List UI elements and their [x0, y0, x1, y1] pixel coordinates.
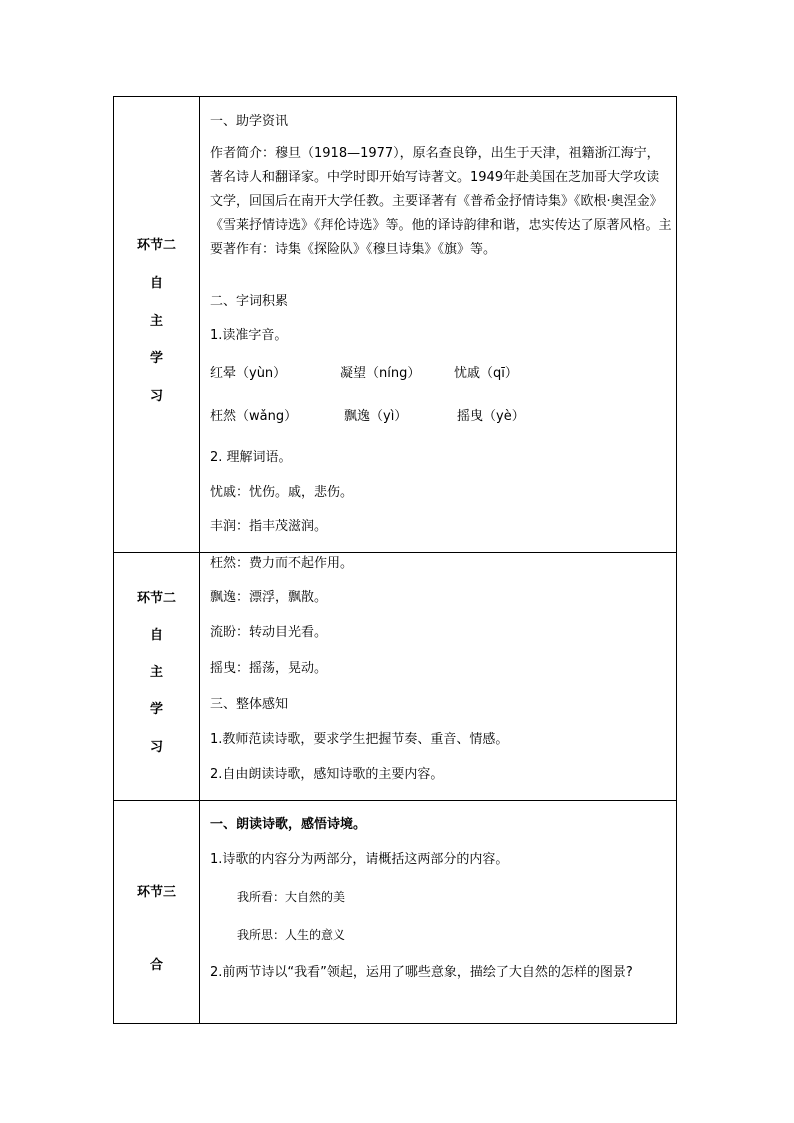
vocabulary-item: 2. 理解词语。 [210, 450, 292, 465]
section2-label-line: 自 [149, 628, 163, 643]
section1-label-line: 自 [149, 276, 163, 291]
word-definition: 飘逸：漂浮，飘散。 [210, 590, 328, 605]
answer-line: 我所思：人生的意义 [237, 928, 346, 942]
lesson-plan-table [113, 96, 677, 1024]
section1-label-line: 环节二 [136, 238, 176, 253]
pinyin-entry: 飘逸（yì） [344, 409, 408, 424]
section1-label-line: 主 [149, 314, 163, 329]
section2-heading: 三、整体感知 [210, 697, 289, 712]
section1-label-line: 学 [149, 351, 163, 366]
section2-label-line: 学 [149, 702, 163, 717]
section2-label-line: 主 [149, 665, 163, 680]
activity-item: 2.自由朗读诗歌，感知诗歌的主要内容。 [210, 767, 444, 782]
section1-heading-1: 一、助学资讯 [210, 114, 289, 129]
pinyin-entry: 凝望（níng） [340, 366, 421, 381]
pronunciation-item: 1.读准字音。 [210, 328, 288, 343]
section3-label-line: 合 [149, 958, 163, 973]
pinyin-entry: 摇曳（yè） [457, 409, 525, 424]
author-bio: 作者简介：穆旦（1918—1977），原名查良铮，出生于天津，祖籍浙江海宁，著名诗人和翻译家。中学时即开始写诗著文。1949年赴美国在芝加哥大学攻读文学，回国后在南开大学任教。主要译著有《普希金抒情诗集》《欧根·奥涅金》《雪莱抒情诗选》《拜伦诗选》等。他的译诗韵律和谐，忠实传达了原著风格。主要著作有：诗集《探险队》《穆旦诗集》《旗》等。 [210, 146, 672, 257]
column-divider [199, 97, 200, 1023]
activity-item: 1.教师范读诗歌，要求学生把握节奏、重音、情感。 [210, 732, 509, 747]
word-definition: 忧戚：忧伤。戚，悲伤。 [210, 485, 354, 500]
word-definition: 枉然：费力而不起作用。 [210, 556, 354, 571]
pinyin-entry: 红晕（yùn） [210, 366, 287, 381]
pinyin-entry: 枉然（wǎng） [210, 409, 298, 424]
word-definition: 流盼：转动目光看。 [210, 625, 328, 640]
section3-heading: 一、朗读诗歌，感悟诗境。 [210, 817, 367, 832]
question-2: 2.前两节诗以“我看”领起，运用了哪些意象，描绘了大自然的怎样的图景? [210, 965, 633, 980]
answer-line: 我所看：大自然的美 [237, 890, 346, 904]
word-definition: 摇曳：摇荡，晃动。 [210, 661, 328, 676]
section1-heading-2: 二、字词积累 [210, 294, 289, 309]
section1-label-line: 习 [149, 389, 163, 404]
word-definition: 丰润：指丰茂滋润。 [210, 519, 328, 534]
row-divider-2 [114, 800, 676, 801]
pinyin-entry: 忧戚（qī） [454, 366, 518, 381]
question-1: 1.诗歌的内容分为两部分，请概括这两部分的内容。 [210, 852, 509, 867]
section3-label-line: 环节三 [136, 885, 176, 900]
section2-label-line: 环节二 [136, 591, 176, 606]
section2-label-line: 习 [149, 740, 163, 755]
